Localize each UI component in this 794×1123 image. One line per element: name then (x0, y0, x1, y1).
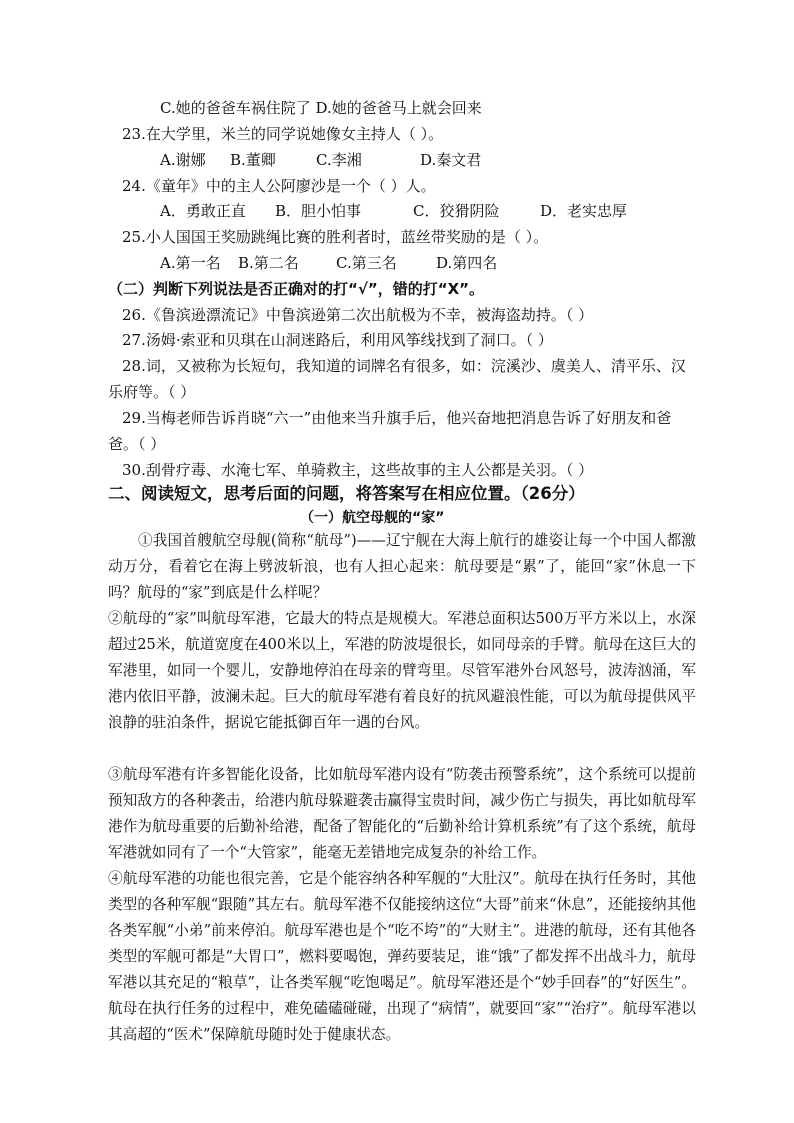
q28-line2: 乐府等。（ ） (108, 383, 196, 401)
q24-option-d: D．老实忠厚 (540, 202, 628, 220)
passage-paragraph-4: ④航母军港的功能也很完善，它是个能容纳各种军舰的“大肚汉”。航母在执行任务时，其他类型的各种军舰“跟随”其左右。航母军港不仅能接纳这位“大哥”前来“休息”，还能接纳其他各类军舰“小弟”前来停泊。航母军港也是个“吃不垮”的“大财主”。进港的航母，还有其他各类型的军舰可都是“大胃口”，燃料要喝饱，弹药要装足，谁“饿”了都发挥不出战斗力，航母军港以其充足的“粮草”，让各类军舰“吃饱喝足”。航母军港还是个“妙手回春”的“好医生”。航母在执行任务的过程中，难免磕磕碰碰，出现了“病情”，就要回“家”“治疗”。航母军港以其高超的“医术”保障航母随时处于健康状态。 (108, 870, 696, 1043)
q29-line1: 29.当梅老师告诉肖晓“六一”由他来当升旗手后，他兴奋地把消息告诉了好朋友和爸 (122, 409, 672, 427)
judge-section-heading: （二）判断下列说法是否正确对的打“√”，错的打“X”。 (108, 280, 485, 298)
q23-option-d: D.秦文君 (420, 151, 482, 169)
q24-option-a: A．勇敢正直 (160, 202, 246, 220)
q28-line1: 28.词，又被称为长短句，我知道的词牌名有很多，如：浣溪沙、虞美人、清平乐、汉 (122, 357, 686, 375)
q23-option-b: B.董卿 (230, 151, 276, 169)
reading-section-heading: 二、阅读短文，思考后面的问题，将答案写在相应位置。（26分） (108, 484, 585, 503)
q25-option-d: D.第四名 (436, 254, 498, 272)
q24-option-b: B．胆小怕事 (275, 202, 362, 220)
q25-option-c: C.第三名 (336, 254, 397, 272)
passage-paragraph-3: ③航母军港有许多智能化设备，比如航母军港内设有“防袭击预警系统”，这个系统可以提前预知敌方的各种袭击，给港内航母躲避袭击赢得宝贵时间，减少伤亡与损失，再比如航母军港作为航母重要的后勤补给港，配备了智能化的“后勤补给计算机系统”有了这个系统，航母军港就如同有了一个“大管家”，能毫无差错地完成复杂的补给工作。 (108, 766, 696, 861)
q22-options-cd: C.她的爸爸车祸住院了 D.她的爸爸马上就会回来 (160, 99, 482, 117)
q25-options (160, 253, 497, 273)
passage-paragraph-1: ①我国首艘航空母舰(简称“航母”)——辽宁舰在大海上航行的雄姿让每一个中国人都激动万分，看着它在海上劈波斩浪，也有人担心起来：航母要是“累”了，能回“家”休息一下吗？航母的“家”到底是什么样呢？ (108, 532, 696, 601)
q24-option-c: C．狡猾阴险 (413, 202, 500, 220)
q25-option-b: B.第二名 (238, 254, 299, 272)
q24-stem: 24.《童年》中的主人公阿廖沙是一个（ ）人。 (122, 177, 436, 195)
q23-option-c: C.李湘 (316, 151, 362, 169)
q27: 27.汤姆·索亚和贝琪在山洞迷路后，利用风筝线找到了洞口。（ ） (122, 331, 553, 349)
q29-line2: 爸。（ ） (108, 435, 166, 453)
q23-option-a: A.谢娜 (160, 151, 206, 169)
q30: 30.刮骨疗毒、水淹七军、单骑救主，这些故事的主人公都是关羽。（ ） (122, 461, 594, 479)
q23-stem: 23.在大学里，米兰的同学说她像女主持人（ ）。 (122, 125, 444, 143)
passage-title: （一）航空母舰的“家” (300, 510, 445, 526)
q24-options (160, 201, 627, 221)
q25-option-a: A.第一名 (160, 254, 221, 272)
q23-options (160, 150, 481, 170)
q26: 26.《鲁滨逊漂流记》中鲁滨逊第二次出航极为不幸，被海盗劫持。（ ） (122, 306, 594, 324)
q25-stem: 25.小人国国王奖励跳绳比赛的胜利者时，蓝丝带奖励的是（ ）。 (122, 228, 549, 246)
passage-paragraph-2: ②航母的“家”叫航母军港，它最大的特点是规模大。军港总面积达500万平方米以上，水深超过25米，航道宽度在400米以上，军港的防波堤很长，如同母亲的手臂。航母在这巨大的军港里，如同一个婴儿，安静地停泊在母亲的臂弯里。尽管军港外台风怒号，波涛汹涌，军港内依旧平静，波澜未起。巨大的航母军港有着良好的抗风避浪性能，可以为航母提供风平浪静的驻泊条件，据说它能抵御百年一遇的台风。 (108, 610, 696, 731)
